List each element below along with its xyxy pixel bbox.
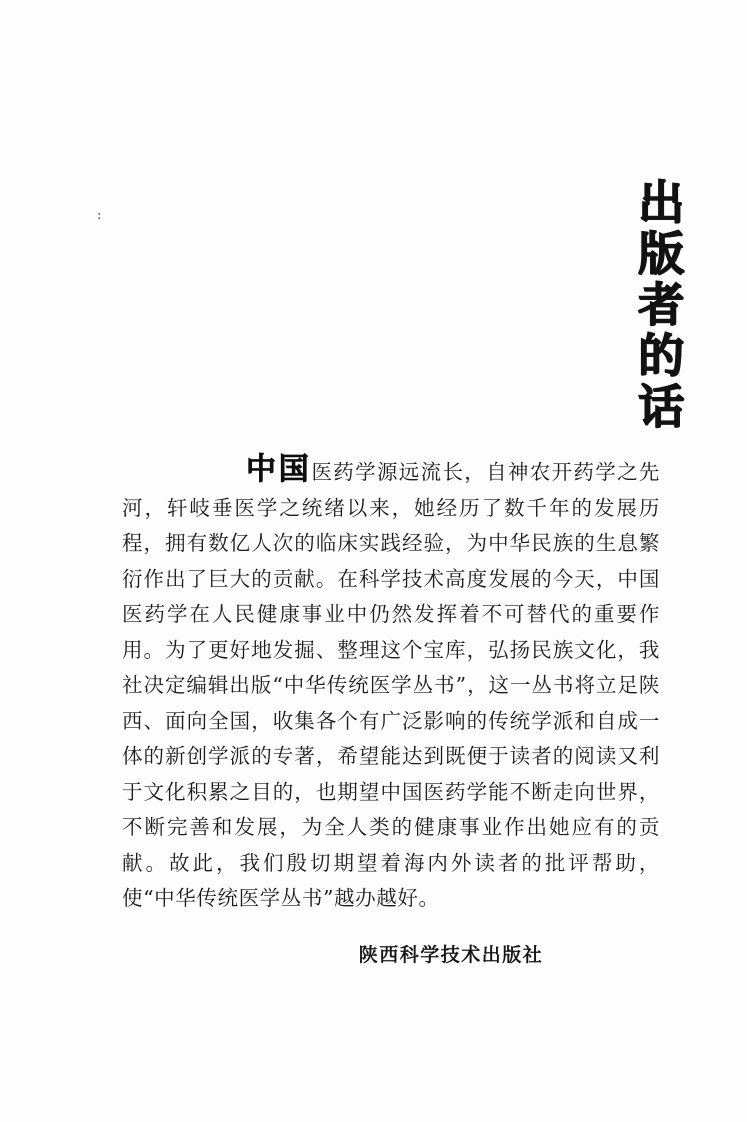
margin-stray-mark: : — [97, 208, 102, 223]
publisher-signature: 陕西科学技术出版社 — [358, 944, 544, 966]
drop-cap: 中国 — [246, 452, 312, 487]
body-text-block — [122, 452, 661, 966]
foreword-paragraph — [122, 452, 660, 917]
foreword-body: 医药学源远流长，自神农开药学之先河，轩岐垂医学之统绪以来，她经历了数千年的发展历程，拥有数亿人次的临床实践经验，为中华民族的生息繁衍作出了巨大的贡献。在科学技术高度发展的今天，中国医药学在人民健康事业中仍然发挥着不可替代的重要作用。为了更好地发掘、整理这个宝库，弘扬民族文化，我社决定编辑出版“中华传统医学丛书”，这一丛书将立足陕西、面向全国，收集各个有广泛影响的传统学派和自成一体的新创学派的专著，希望能达到既便于读者的阅读又利于文化积累之目的，也期望中国医药学能不断走向世界，不断完善和发展，为全人类的健康事业作出她应有的贡献。故此，我们殷切期望着海内外读者的批评帮助，使“中华传统医学丛书”越办越好。 — [122, 460, 661, 910]
page-title-vertical: 出版者的话 — [631, 178, 685, 433]
